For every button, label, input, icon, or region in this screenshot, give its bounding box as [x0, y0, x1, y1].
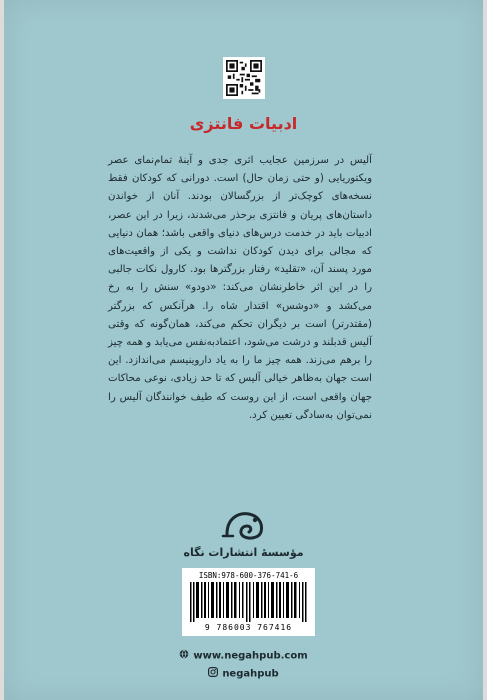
ean-digits: 9 786003 767416	[204, 623, 293, 632]
qr-code[interactable]	[223, 57, 265, 99]
publisher-logo-graphic	[219, 508, 269, 542]
instagram-icon	[208, 667, 218, 680]
website-text[interactable]: www.negahpub.com	[193, 650, 308, 662]
globe-icon	[179, 649, 189, 662]
series-title: ادبیات فانتزی	[189, 114, 298, 133]
qr-code-graphic	[226, 60, 262, 96]
barcode-bars	[190, 582, 307, 622]
website-line[interactable]	[4, 649, 483, 662]
negah-logo	[4, 508, 483, 546]
back-cover	[4, 0, 483, 700]
synopsis-text	[108, 152, 372, 425]
synopsis-paragraph: آلیس در سرزمین عجایب اثری جدی و آینهٔ تمام‌نمای عصر ویکتوریایی (و حتی زمان حال) است. دورانی که کودکان فقط نسخه‌های کوچک‌تر از بزرگسالان بودند. آنان از خواندن داستان‌های پریان و فانتزی برحذر می‌شدند، زیرا در این عصر، ادبیات باید در خدمت درس‌های دنیای واقعی باشد؛ همان دنیایی که مجالی برای دیدن کودکان نداشت و یکی از واقعیت‌های مورد پسند آن، «تقلید» رفتار بزرگترها بود. کارول نکات جالبی را در این اثر خاطرنشان می‌کند: «دودو» سنش را به رخ می‌کشد و «دوشس» اقتدار شاه را. هرآنکس که بزرگتر (مقتدرتر) است بر دیگران تحکم می‌کند، همان‌گونه که وقتی آلیس قدبلند و درشت می‌شود، اعتماد‌به‌نفس می‌یابد و همه چیز را برهم می‌زند. همه چیز ما را به یاد داروینیسم می‌اندازد. این است جهان به‌ظاهر خیالی آلیس که تا حد زیادی، نوعی محاکات جهان واقعی است، از این روست که طیف خوانندگان آلیس را نمی‌توان به‌سادگی تعیین کرد.	[108, 155, 372, 421]
publisher-name: مؤسسهٔ انتشارات نگاه	[183, 546, 304, 559]
isbn-barcode	[182, 568, 315, 636]
instagram-line[interactable]	[4, 667, 483, 680]
isbn-label: ISBN:978-600-376-741-6	[198, 571, 299, 580]
instagram-text[interactable]: negahpub	[222, 668, 279, 680]
